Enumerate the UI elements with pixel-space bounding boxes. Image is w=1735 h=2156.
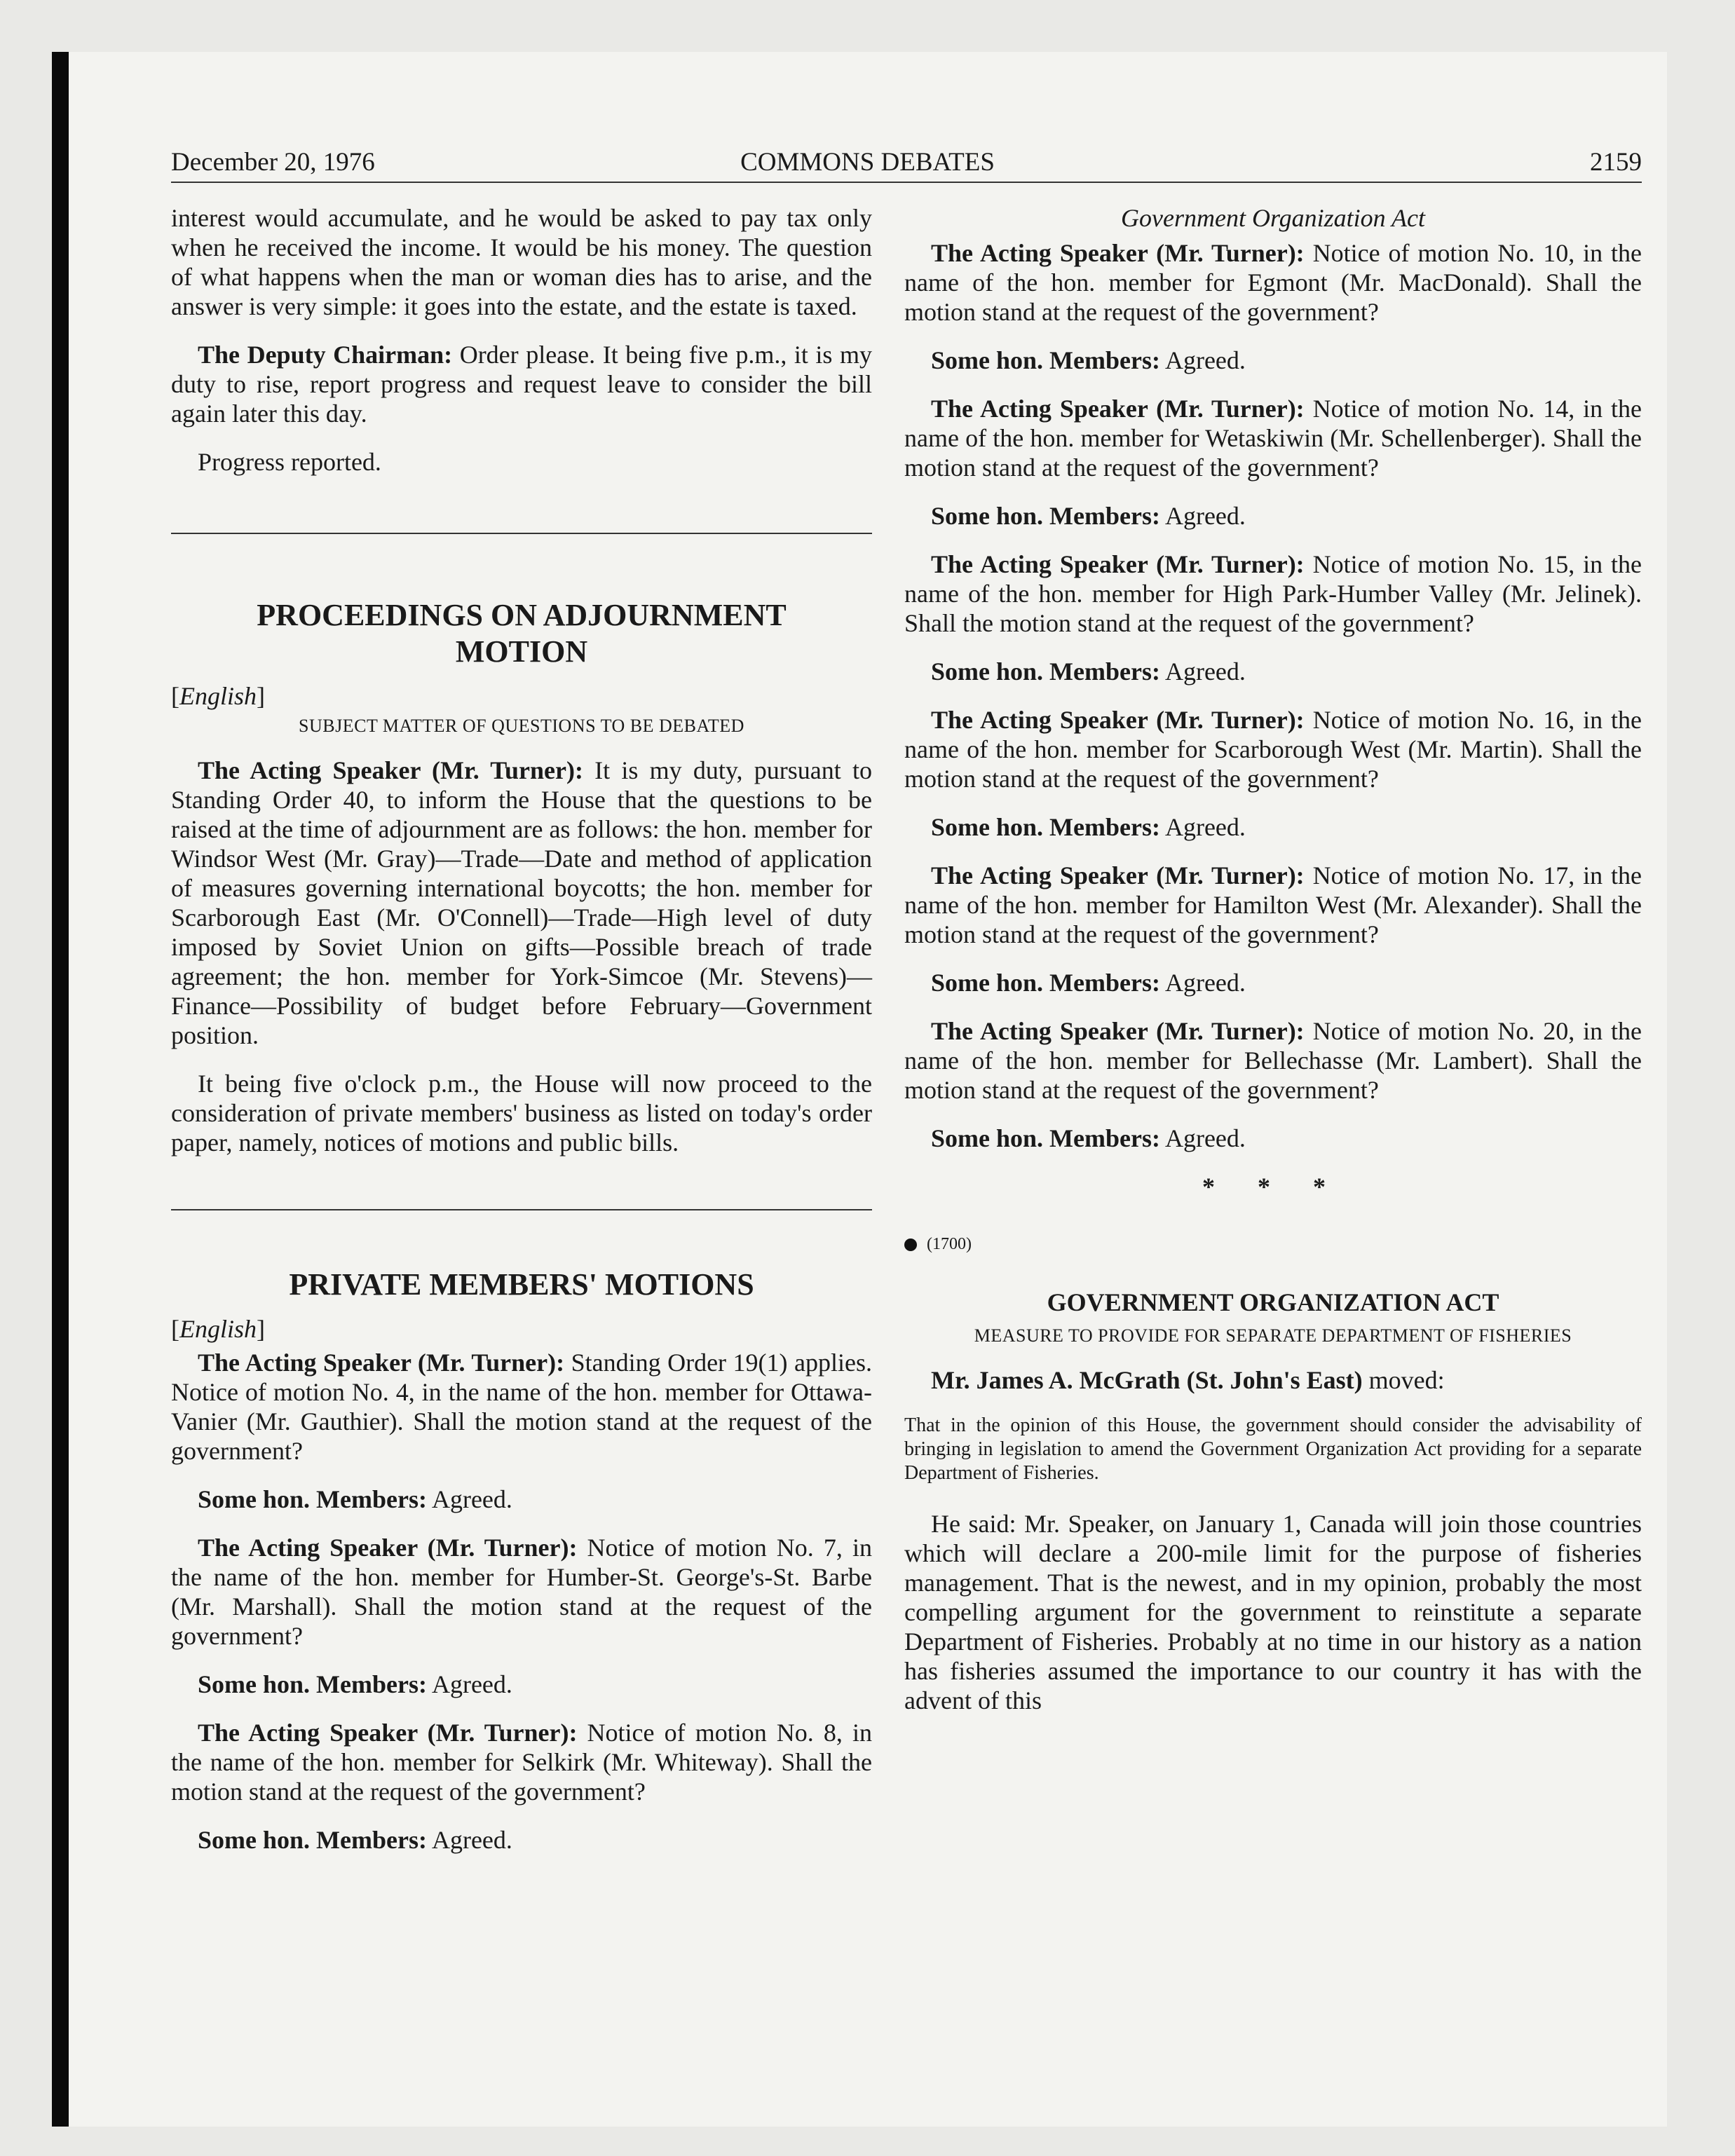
speech-text: It is my duty, pursuant to Standing Order 40, to inform the House that the questions to be raised at the time of adjournment are as follows: the hon. member for Windsor West (Mr. Gray)—Trade—Date and method of application of measures governing international boycotts; the hon. member for Scarborough East (Mr. O'Connell)—Trade—High level of duty imposed by Soviet Union on gifts—Possible breach of trade agreement; the hon. member for York-Simcoe (Mr. Stevens)—Finance—Possibility of budget before February—Government position. xyxy=(171,756,872,1049)
response xyxy=(904,501,1642,531)
speaker: The Acting Speaker (Mr. Turner): xyxy=(931,550,1305,578)
speech-text: Notice of motion No. 10, in the name of the hon. member for Egmont (Mr. MacDonald). Shall the motion stand at the request of the government? xyxy=(904,239,1642,326)
section-divider xyxy=(171,533,872,534)
response xyxy=(904,657,1642,686)
speech-text: Agreed. xyxy=(1159,502,1246,530)
speech-text: Notice of motion No. 15, in the name of the hon. member for High Park-Humber Valley (Mr. Jelinek). Shall the motion stand at the request of the government? xyxy=(904,550,1642,637)
speech-text: Notice of motion No. 17, in the name of the hon. member for Hamilton West (Mr. Alexander). Shall the motion stand at the request of the government? xyxy=(904,861,1642,948)
paragraph xyxy=(904,705,1642,793)
response xyxy=(171,1670,872,1699)
speech-text: Agreed. xyxy=(1159,813,1246,841)
speaker: Some hon. Members: xyxy=(198,1485,427,1513)
subject-heading: SUBJECT MATTER OF QUESTIONS TO BE DEBATED xyxy=(299,716,744,736)
response xyxy=(904,1124,1642,1153)
speech-text: Notice of motion No. 14, in the name of the hon. member for Wetaskiwin (Mr. Schellenberger). Shall the motion stand at the request of the government? xyxy=(904,395,1642,482)
speaker: The Acting Speaker (Mr. Turner): xyxy=(198,1719,578,1747)
bracket: [ xyxy=(171,682,179,710)
page-number: 2159 xyxy=(1590,148,1642,177)
speaker: The Acting Speaker (Mr. Turner): xyxy=(931,861,1305,889)
bracket: ] xyxy=(257,1315,266,1343)
header-title: COMMONS DEBATES xyxy=(740,148,995,177)
bullet-icon xyxy=(904,1239,917,1251)
speaker: The Acting Speaker (Mr. Turner): xyxy=(931,706,1305,734)
left-column xyxy=(171,203,872,1874)
response xyxy=(171,1825,872,1855)
section-break-stars: * * * xyxy=(1202,1173,1344,1201)
time-stamp: (1700) xyxy=(927,1235,972,1253)
speech-text: Order please. It being five p.m., it is my duty to rise, report progress and request leave to consider the bill again later this day. xyxy=(171,341,872,428)
section-heading: PRIVATE MEMBERS' MOTIONS xyxy=(289,1267,754,1302)
speech-text: Agreed. xyxy=(426,1826,512,1854)
speaker: Some hon. Members: xyxy=(931,1124,1160,1152)
speech-text: Agreed. xyxy=(1159,1124,1246,1152)
speaker: Some hon. Members: xyxy=(931,502,1160,530)
response xyxy=(904,346,1642,375)
paragraph xyxy=(171,340,872,428)
paragraph xyxy=(904,861,1642,949)
heading-line: MOTION xyxy=(455,634,588,669)
speaker: The Acting Speaker (Mr. Turner): xyxy=(931,239,1305,267)
speaker: The Acting Speaker (Mr. Turner): xyxy=(198,1349,565,1377)
speaker: Some hon. Members: xyxy=(198,1826,427,1854)
speaker: Some hon. Members: xyxy=(198,1670,427,1698)
paragraph xyxy=(171,1348,872,1466)
paragraph xyxy=(171,756,872,1050)
response xyxy=(171,1485,872,1514)
speech-text: Agreed. xyxy=(1159,346,1246,374)
response xyxy=(904,968,1642,997)
running-section-title: Government Organization Act xyxy=(1121,204,1425,232)
speech-text: Notice of motion No. 7, in the name of the hon. member for Humber-St. George's-St. Barbe (Mr. Marshall). Shall the motion stand at the request of the government? xyxy=(171,1534,873,1650)
speech-text: Agreed. xyxy=(426,1485,512,1513)
speech-text: Notice of motion No. 20, in the name of the hon. member for Bellechasse (Mr. Lambert). Shall the motion stand at the request of the government? xyxy=(904,1017,1642,1104)
paragraph xyxy=(171,1533,872,1651)
speaker: The Acting Speaker (Mr. Turner): xyxy=(198,756,583,784)
speaker: The Acting Speaker (Mr. Turner): xyxy=(931,395,1305,423)
speech-text: Notice of motion No. 16, in the name of the hon. member for Scarborough West (Mr. Martin). Shall the motion stand at the request of the government? xyxy=(904,706,1642,793)
paragraph: Progress reported. xyxy=(198,448,381,476)
language-marker xyxy=(171,681,872,711)
paragraph xyxy=(904,238,1642,327)
paragraph xyxy=(171,1718,872,1806)
paragraph xyxy=(904,1016,1642,1105)
speech-text: Standing Order 19(1) applies. Notice of motion No. 4, in the name of the hon. member for Ottawa-Vanier (Mr. Gauthier). Shall the motion stand at the request of the government? xyxy=(171,1349,873,1465)
speaker: The Acting Speaker (Mr. Turner): xyxy=(931,1017,1305,1045)
time-marker xyxy=(904,1229,1642,1259)
speaker: The Deputy Chairman: xyxy=(198,341,453,369)
paragraph xyxy=(904,550,1642,638)
speaker: Some hon. Members: xyxy=(931,969,1160,997)
paragraph xyxy=(904,1365,1642,1395)
response xyxy=(904,812,1642,842)
speech-text: Agreed. xyxy=(1159,969,1246,997)
language-marker xyxy=(171,1314,872,1344)
language: English xyxy=(179,1315,257,1343)
speaker: Mr. James A. McGrath (St. John's East) xyxy=(931,1366,1363,1394)
speech-text: Agreed. xyxy=(426,1670,512,1698)
subject-heading: MEASURE TO PROVIDE FOR SEPARATE DEPARTMENT OF FISHERIES xyxy=(974,1325,1572,1346)
speech-text: Agreed. xyxy=(1159,657,1246,685)
paragraph: It being five o'clock p.m., the House will now proceed to the consideration of private members' business as listed on today's order paper, namely, notices of motions and public bills. xyxy=(171,1070,872,1157)
scan-edge xyxy=(52,52,69,2127)
section-heading xyxy=(171,597,872,670)
bracket: [ xyxy=(171,1315,179,1343)
section-heading: GOVERNMENT ORGANIZATION ACT xyxy=(1047,1288,1499,1316)
speaker: Some hon. Members: xyxy=(931,657,1160,685)
header-date: December 20, 1976 xyxy=(171,148,375,177)
section-divider xyxy=(171,1209,872,1210)
language: English xyxy=(179,682,257,710)
paragraph: He said: Mr. Speaker, on January 1, Canada will join those countries which will declare a 200-mile limit for the purpose of fisheries management. That is the newest, and in my opinion, probably the most compelling argument for the government to reinstitute a separate Department of Fisheries. Probably at no time in our history as a nation has fisheries assumed the importance to our country it has with the advent of this xyxy=(904,1510,1642,1714)
speaker: Some hon. Members: xyxy=(931,346,1160,374)
paragraph xyxy=(904,394,1642,482)
right-column xyxy=(904,203,1642,1734)
speaker: The Acting Speaker (Mr. Turner): xyxy=(198,1534,578,1562)
paragraph: interest would accumulate, and he would be asked to pay tax only when he received the income. It would be his money. The question of what happens when the man or woman dies has to arise, and the answer is very simple: it goes into the estate, and the estate is taxed. xyxy=(171,204,872,320)
speech-text: Notice of motion No. 8, in the name of the hon. member for Selkirk (Mr. Whiteway). Shall the motion stand at the request of the government? xyxy=(171,1719,873,1806)
bracket: ] xyxy=(257,682,266,710)
speech-text: moved: xyxy=(1362,1366,1445,1394)
motion-text: That in the opinion of this House, the government should consider the advisability of bringing in legislation to amend the Government Organization Act providing for a separate Department of Fisheries. xyxy=(904,1414,1642,1484)
speaker: Some hon. Members: xyxy=(931,813,1160,841)
heading-line: PROCEEDINGS ON ADJOURNMENT xyxy=(257,598,787,632)
header-rule xyxy=(171,182,1642,183)
